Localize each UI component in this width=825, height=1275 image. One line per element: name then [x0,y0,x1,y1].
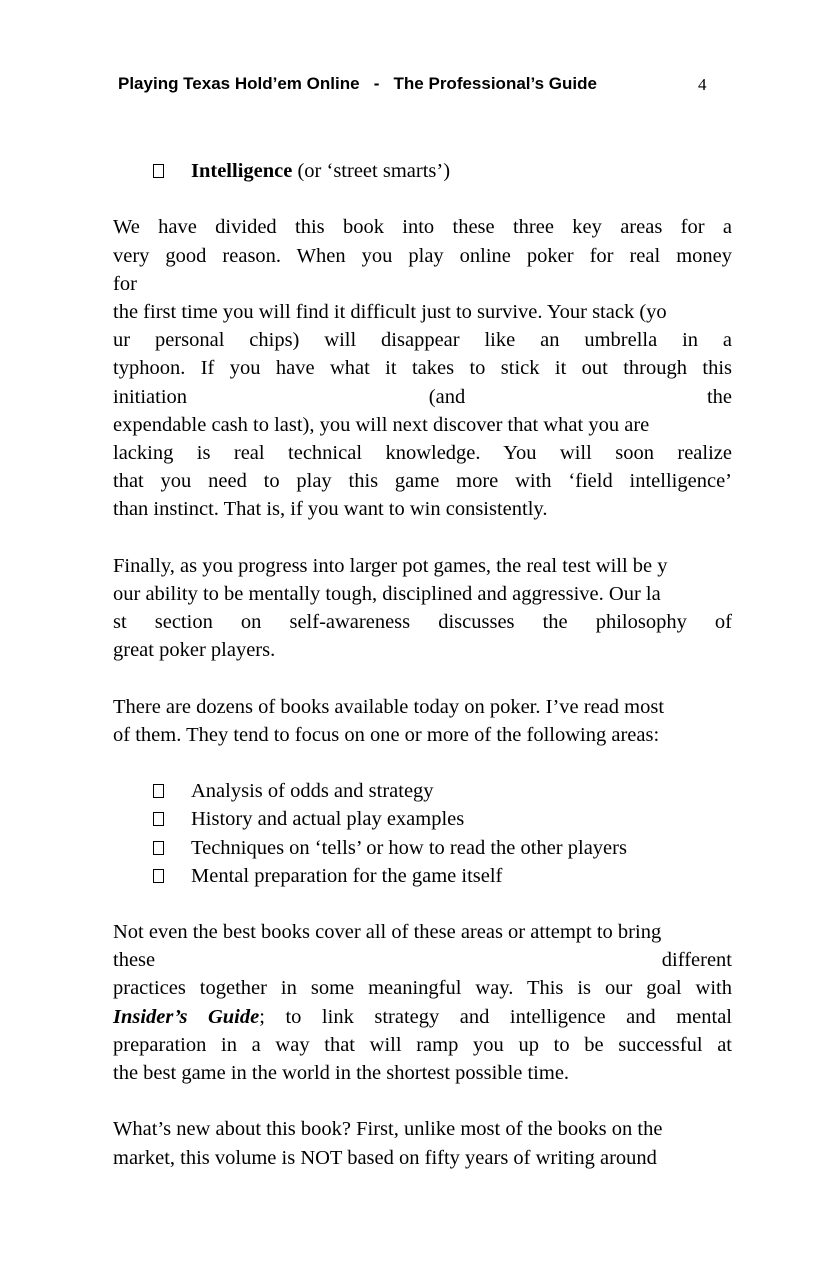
list-item [113,805,732,833]
intro-bullet-rest: (or ‘street smarts’) [292,160,451,182]
page-body [113,157,732,1172]
text-line: the best game in the world in the shortest possible time. [113,1062,570,1084]
text-line: We have divided this book into these three key areas for a [113,216,732,239]
text-line: that you need to play this game more with ‘field intelligence’ [113,470,732,493]
text-line: than instinct. That is, if you want to win consistently. [113,498,548,521]
paragraph-gap [113,890,732,918]
paragraph-1 [113,213,732,523]
text-line: these different [113,949,732,972]
text-line: expendable cash to last), you will next discover that what you are [113,413,650,436]
text-line: Not even the best books cover all of these areas or attempt to bring [113,921,662,944]
text-line: preparation in a way that will ramp you up to be successful at [113,1033,732,1056]
areas-list [113,777,732,890]
intro-bullet-bold: Intelligence [191,160,293,182]
text-line: initiation (and the [113,385,732,408]
paragraph-3 [113,693,732,749]
text-line: our ability to be mentally tough, disciplined and aggressive. Our la [113,582,661,605]
text-line: lacking is real technical knowledge. You will soon realize [113,441,732,464]
text-line: for [113,272,137,295]
paragraph-gap [113,523,732,551]
text-line-mixed [113,1003,732,1031]
list-item [113,862,732,890]
text-line: practices together in some meaningful way. This is our goal with [113,977,732,1000]
text-line: Finally, as you progress into larger pot games, the real test will be y [113,554,668,577]
paragraph-2 [113,552,732,665]
intro-bullet [113,157,732,185]
list-item [113,777,732,805]
list-item-text: Techniques on ‘tells’ or how to read the other players [191,836,627,859]
bullet-box-icon [153,841,164,855]
paragraph-gap [113,664,732,692]
bullet-box-icon [153,164,164,178]
list-item-text: Mental preparation for the game itself [191,864,503,887]
text-line: typhoon. If you have what it takes to stick it out through this [113,357,732,380]
text-line: the first time you will find it difficult just to survive. Your stack (yo [113,300,667,323]
text-line: of them. They tend to focus on one or more of the following areas: [113,723,660,746]
paragraph-4 [113,918,732,1087]
book-title-emphasis: Insider’s Guide [113,1005,260,1028]
text-line: st section on self-awareness discusses the philosophy of [113,611,732,633]
text-segment: ; to link strategy and intelligence and mental [259,1005,732,1028]
header-title: Playing Texas Hold’em Online - The Professional’s Guide [118,74,597,93]
paragraph-5 [113,1115,732,1171]
text-line: ur personal chips) will disappear like an umbrella in a [113,329,732,352]
text-line: great poker players. [113,639,276,662]
text-line: What’s new about this book? First, unlike most of the books on the [113,1118,663,1141]
list-item-text: Analysis of odds and strategy [191,780,434,803]
paragraph-gap [113,185,732,213]
text-line: very good reason. When you play online poker for real money [113,244,732,267]
bullet-box-icon [153,869,164,883]
bullet-box-icon [153,812,164,826]
text-line: market, this volume is NOT based on fifty years of writing around [113,1146,657,1169]
page-number: 4 [698,75,707,94]
page-header [118,74,718,98]
paragraph-gap [113,1087,732,1115]
text-line: There are dozens of books available today on poker. I’ve read most [113,695,665,718]
bullet-box-icon [153,784,164,798]
paragraph-gap [113,749,732,777]
list-item [113,834,732,862]
list-item-text: History and actual play examples [191,808,465,831]
